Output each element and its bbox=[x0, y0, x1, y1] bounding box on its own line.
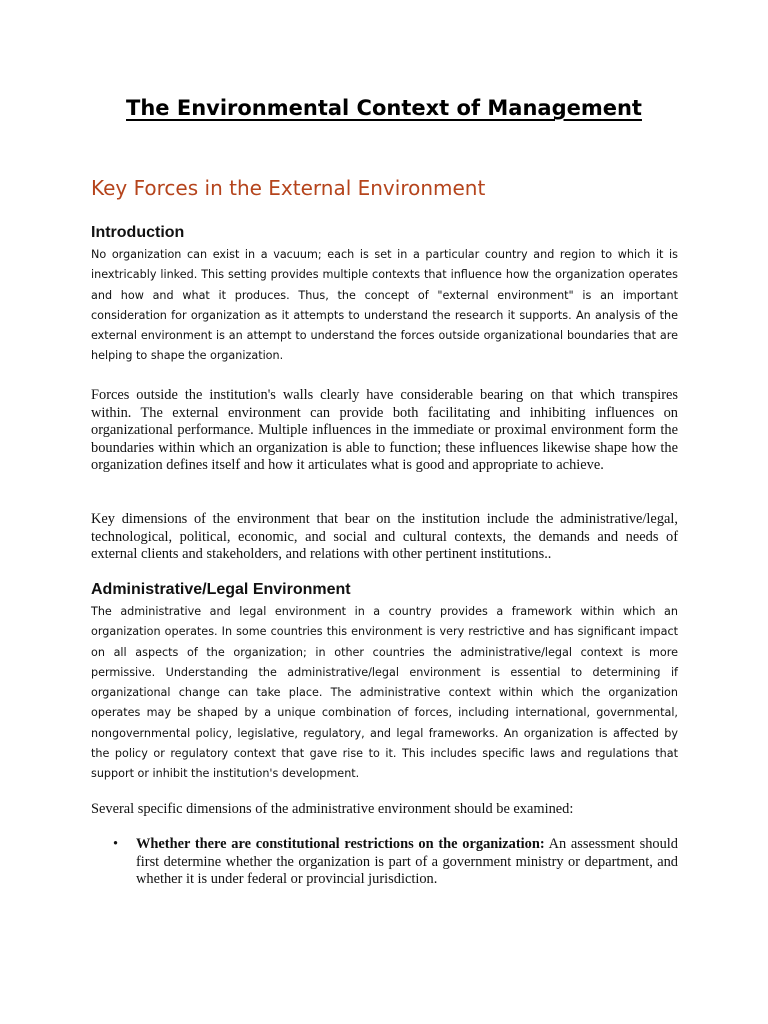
introduction-paragraph: No organization can exist in a vacuum; each is set in a particular country and region to which it is inextricably linked. This setting provides multiple contexts that influence how the organization operates and how and what it produces. Thus, the concept of "external environment" is an important consideration for organization as it attempts to understand the research it supports. An analysis of the external environment is an attempt to understand the forces outside organizational boundaries that are helping to shape the organization. bbox=[91, 248, 678, 363]
bullet-icon: • bbox=[113, 836, 119, 852]
admin-legal-paragraph: The administrative and legal environment in a country provides a framework within which an organization operates. In some countries this environment is very restrictive and has significant impact on all aspects of the organization; in other countries the administrative/legal context is more permissive. Understanding the administrative/legal environment is essential to determining if organizational change can take place. The administrative context within which the organization operates may be shaped by a unique combination of forces, including international, governmental, nongovernmental policy, legislative, regulatory, and legal frameworks. An organization is affected by the policy or regulatory context that gave rise to it. This includes specific laws and regulations that support or inhibit the institution's development. bbox=[91, 605, 678, 781]
bullet-body-text: An assessment should first determine whether the organization is part of a government ministry or department, and whether it is under federal or provincial jurisdiction. bbox=[136, 836, 678, 888]
document-title: The Environmental Context of Management bbox=[126, 96, 642, 120]
admin-intro-sentence: Several specific dimensions of the administrative environment should be examined: bbox=[91, 801, 574, 817]
introduction-heading: Introduction bbox=[91, 224, 185, 241]
admin-legal-heading: Administrative/Legal Environment bbox=[91, 581, 351, 598]
section-heading: Key Forces in the External Environment bbox=[91, 176, 486, 200]
body-paragraph-forces: Forces outside the institution's walls clearly have considerable bearing on that which transpires within. The external environment can provide both facilitating and inhibiting influences on organizational performance. Multiple influences in the immediate or proximal environment form the boundaries within which an organization is able to function; these influences likewise shape how the organization defines itself and how it articulates what is good and appropriate to achieve. bbox=[91, 387, 678, 474]
admin-dimensions-list bbox=[91, 836, 678, 889]
bullet-lead-text: Whether there are constitutional restrictions on the organization: bbox=[136, 836, 545, 852]
body-paragraph-key-dimensions: Key dimensions of the environment that bear on the institution include the administrative/legal, technological, political, economic, and social and cultural contexts, the demands and needs of external clients and stakeholders, and relations with other pertinent institutions.. bbox=[91, 511, 678, 563]
list-item bbox=[91, 836, 678, 889]
